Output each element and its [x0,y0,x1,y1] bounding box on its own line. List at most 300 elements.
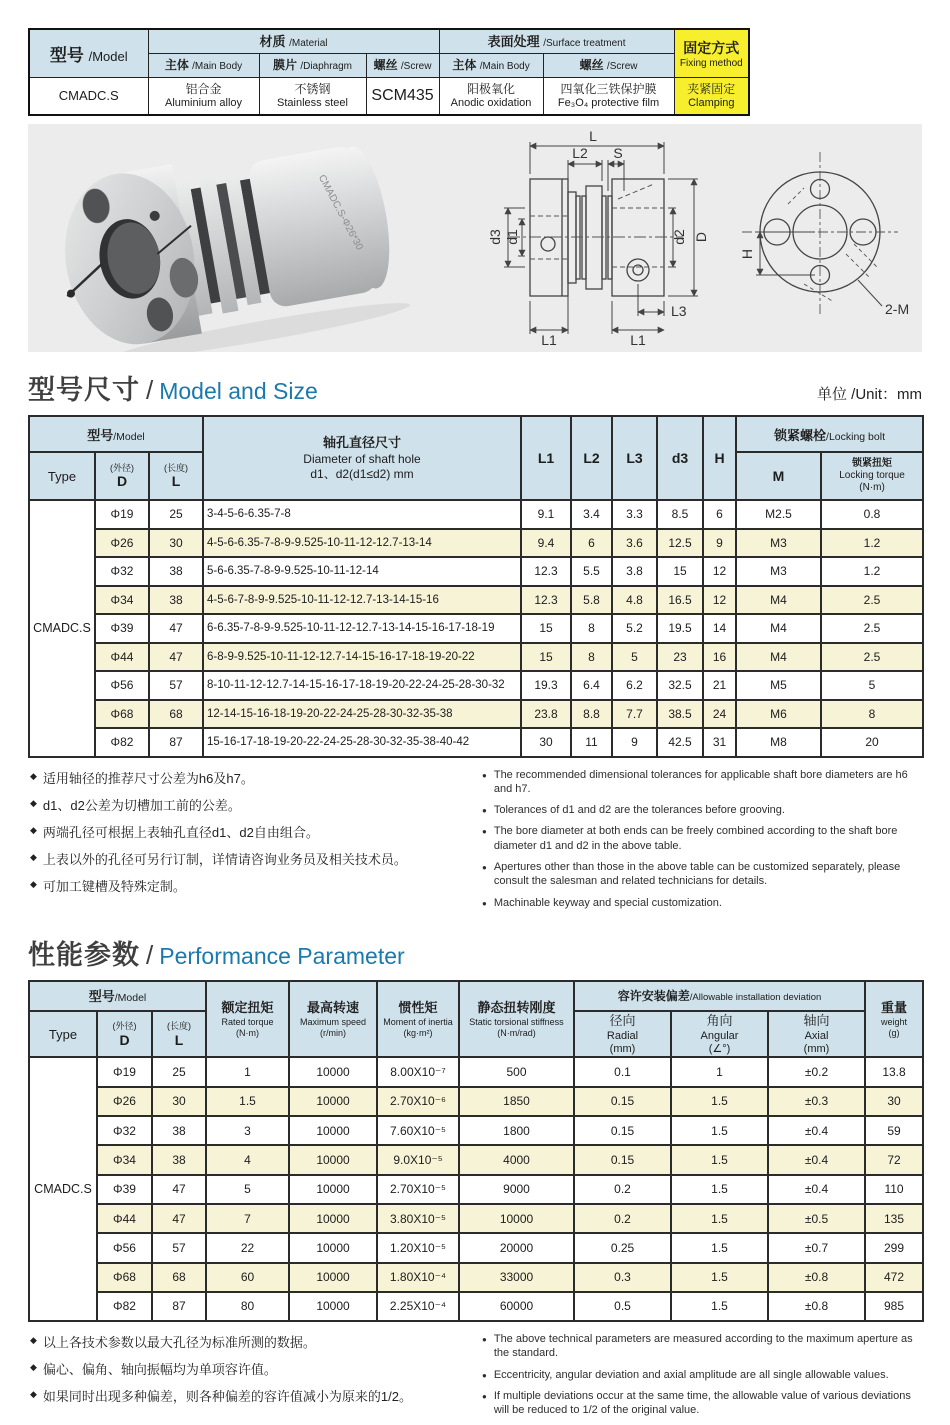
cell-holes: 4-5-6-7-8-9-9.525-10-11-12-12.7-13-14-15-16 [203,586,521,615]
dot-bullet-icon: ● [482,1335,487,1345]
cell-l1: 19.3 [521,671,571,700]
cell-l2: 5.5 [571,557,612,586]
table-row [29,643,923,672]
cell-d: Φ82 [97,1292,152,1321]
material-spec-table [28,28,750,116]
note-item: ◆ 以上各技术参数以最大孔径为标准所测的数据。 [30,1335,316,1351]
cell-angular: 1.5 [671,1263,768,1292]
cell-l: 38 [152,1116,206,1145]
cell-angular: 1.5 [671,1175,768,1204]
cell-h: 9 [703,529,736,558]
perf-header-D: (外径) D [97,1011,152,1058]
cell-axial: ±0.8 [768,1263,865,1292]
dim-H: H [739,248,755,260]
cell-l: 57 [149,671,203,700]
cell-d3: 8.5 [657,500,703,529]
cell-d: Φ68 [97,1263,152,1292]
perf-header-model: 型号/Model [29,981,206,1011]
note-item: ◆ 如果同时出现多种偏差，则各种偏差的容许值减小为原来的1/2。 [30,1389,412,1405]
cell-model: CMADC.S [29,77,148,115]
cell-h: 6 [703,500,736,529]
cell-torque: 2.5 [821,614,923,643]
cell-l: 68 [152,1263,206,1292]
perf-header-rated-torque: 额定扭矩 Rated torque (N·m) [206,981,289,1058]
cell-radial: 0.25 [574,1233,671,1262]
cell-surface-screw: 四氧化三铁保护膜 Fe₃O₄ protective film [543,77,674,115]
cell-speed: 10000 [289,1204,377,1233]
cell-weight: 30 [865,1087,923,1116]
size-header-L1: L1 [521,416,571,500]
cell-l: 47 [152,1175,206,1204]
cell-surface-main: 阳极氧化 Anodic oxidation [439,77,543,115]
perf-header-max-speed: 最高转速 Maximum speed (r/min) [289,981,377,1058]
dim-L3: L3 [671,303,687,319]
cell-d3: 16.5 [657,586,703,615]
cell-speed: 10000 [289,1233,377,1262]
dot-bullet-icon: ● [482,898,487,908]
dim-L1-right: L1 [630,332,646,348]
cell-l1: 12.3 [521,586,571,615]
cell-d: Φ19 [97,1057,152,1086]
header-screw-2: 螺丝 /Screw [543,53,674,77]
header-fixing-method: 固定方式 Fixing method [674,29,749,77]
cell-torque: 5 [206,1175,289,1204]
cell-l1: 30 [521,728,571,757]
cell-angular: 1.5 [671,1233,768,1262]
cell-d: Φ68 [95,700,149,729]
perf-header-weight: 重量 weight (g) [865,981,923,1058]
cell-l1: 12.3 [521,557,571,586]
size-title-en: Model and Size [159,378,318,404]
note-item: ● The bore diameter at both ends can be freely combined according to the shaft bore diameter d1 and d2 in the above table. [482,825,898,852]
size-header-d3: d3 [657,416,703,500]
cell-l2: 6.4 [571,671,612,700]
cell-d: Φ39 [97,1175,152,1204]
diamond-bullet-icon: ◆ [30,824,37,835]
table-row [29,557,923,586]
diamond-bullet-icon: ◆ [30,1362,37,1373]
cell-radial: 0.3 [574,1263,671,1292]
cell-torque: 1.5 [206,1087,289,1116]
table-row [29,1175,923,1204]
model-type-cell: CMADC.S [29,1057,97,1321]
cell-m: M4 [736,614,821,643]
dim-L: L [589,128,597,144]
cell-l: 25 [149,500,203,529]
perf-title-en: Performance Parameter [159,942,405,969]
dot-bullet-icon: ● [482,770,487,780]
cell-angular: 1.5 [671,1292,768,1321]
cell-h: 16 [703,643,736,672]
cell-angular: 1.5 [671,1204,768,1233]
note-item: ◆ d1、d2公差为切槽加工前的公差。 [30,797,241,813]
table-row [29,1116,923,1145]
technical-drawing [468,124,922,352]
table-row [29,529,923,558]
cell-radial: 0.2 [574,1204,671,1233]
header-model: 型号 /Model [29,29,148,77]
diamond-bullet-icon: ◆ [30,797,37,808]
cell-l3: 3.8 [612,557,657,586]
cell-l3: 9 [612,728,657,757]
cell-weight: 72 [865,1145,923,1174]
table-row [29,1292,923,1321]
cell-d: Φ19 [95,500,149,529]
cell-d: Φ44 [97,1204,152,1233]
dot-bullet-icon: ● [482,827,487,837]
cell-stiff: 9000 [459,1175,574,1204]
dot-bullet-icon: ● [482,862,487,872]
performance-table [28,980,924,1322]
cell-speed: 10000 [289,1263,377,1292]
header-screw-1: 螺丝 /Screw [366,53,439,77]
dim-S: S [613,145,623,161]
cell-radial: 0.15 [574,1087,671,1116]
cell-axial: ±0.5 [768,1204,865,1233]
cell-stiff: 60000 [459,1292,574,1321]
cell-diaphragm: 不锈钢 Stainless steel [259,77,366,115]
note-item: ● The recommended dimensional tolerances for applicable shaft bore diameters are h6 and h7. [482,768,908,795]
cell-torque: 2.5 [821,643,923,672]
cell-weight: 299 [865,1233,923,1262]
cell-l1: 15 [521,614,571,643]
diamond-bullet-icon: ◆ [30,770,37,781]
cell-m: M5 [736,671,821,700]
cell-holes: 6-8-9-9.525-10-11-12-12.7-14-15-16-17-18-19-20-22 [203,643,521,672]
size-header-L: (长度) L [149,452,203,500]
header-main-body-2: 主体 /Main Body [439,53,543,77]
table-row [29,1233,923,1262]
cell-torque: 80 [206,1292,289,1321]
cell-d: Φ56 [95,671,149,700]
cell-stiff: 20000 [459,1233,574,1262]
cell-l: 47 [149,614,203,643]
cell-weight: 135 [865,1204,923,1233]
note-item: ◆ 上表以外的孔径可另行订制，详情请咨询业务员及相关技术员。 [30,851,407,867]
cell-speed: 10000 [289,1116,377,1145]
dot-bullet-icon: ● [482,806,487,816]
size-header-type: Type [29,452,95,500]
cell-d: Φ39 [95,614,149,643]
performance-notes [28,1332,922,1424]
cell-holes: 4-5-6-6.35-7-8-9-9.525-10-11-12-12.7-13-14 [203,529,521,558]
header-surface-treatment: 表面处理 /Surface treatment [439,29,674,53]
cell-l3: 7.7 [612,700,657,729]
cell-h: 31 [703,728,736,757]
cell-weight: 13.8 [865,1057,923,1086]
cell-inertia: 2.25X10⁻⁴ [377,1292,459,1321]
cell-axial: ±0.4 [768,1175,865,1204]
diamond-bullet-icon: ◆ [30,851,37,862]
cell-speed: 10000 [289,1057,377,1086]
cell-angular: 1.5 [671,1116,768,1145]
cell-torque: 1.2 [821,529,923,558]
dim-d2: d2 [671,229,687,245]
cell-l: 38 [149,557,203,586]
cell-radial: 0.15 [574,1145,671,1174]
product-marking: CMADC.S-Φ26*30 [315,173,365,253]
cell-holes: 6-6.35-7-8-9-9.525-10-11-12-12.7-13-14-15-16-17-18-19 [203,614,521,643]
dim-d3: d3 [487,229,503,245]
note-item: ◆ 可加工键槽及特殊定制。 [30,878,186,894]
cell-l1: 9.4 [521,529,571,558]
cell-torque: 20 [821,728,923,757]
cell-screw: SCM435 [366,77,439,115]
cell-d: Φ26 [97,1087,152,1116]
performance-section-title: 性能参数 / Performance Parameter [28,933,922,972]
image-band [28,124,922,352]
cell-angular: 1 [671,1057,768,1086]
cell-inertia: 3.80X10⁻⁵ [377,1204,459,1233]
cell-torque: 0.8 [821,500,923,529]
header-diaphragm: 膜片 /Diaphragm [259,53,366,77]
cell-axial: ±0.7 [768,1233,865,1262]
perf-header-angular: 角向 Angular (∠°) [671,1011,768,1058]
cell-holes: 15-16-17-18-19-20-22-24-25-28-30-32-35-38-40-42 [203,728,521,757]
cell-inertia: 7.60X10⁻⁵ [377,1116,459,1145]
cell-h: 14 [703,614,736,643]
dim-L1-left: L1 [541,332,557,348]
cell-h: 24 [703,700,736,729]
perf-notes-zh [28,1332,480,1424]
cell-d3: 12.5 [657,529,703,558]
perf-header-L: (长度) L [152,1011,206,1058]
cell-h: 12 [703,557,736,586]
note-item: ◆ 两端孔径可根据上表轴孔直径d1、d2自由组合。 [30,824,319,840]
cell-l3: 4.8 [612,586,657,615]
note-item: ● If multiple deviations occur at the same time, the allowable value of various deviations will be reduced to 1/2 of the original value. [482,1390,911,1417]
unit-label: 单位 /Unit：mm [816,386,922,403]
cell-l2: 6 [571,529,612,558]
cell-l: 38 [149,586,203,615]
dim-L2: L2 [572,145,588,161]
cell-m: M6 [736,700,821,729]
size-notes-en [480,768,922,917]
cell-holes: 5-6-6.35-7-8-9-9.525-10-11-12-14 [203,557,521,586]
table-row [29,586,923,615]
cell-axial: ±0.4 [768,1145,865,1174]
cell-d3: 15 [657,557,703,586]
product-photo [28,124,468,352]
size-section-title: 型号尺寸 / Model and Size 单位 /Unit：mm [28,368,922,407]
cell-inertia: 1.20X10⁻⁵ [377,1233,459,1262]
cell-fixing: 夹紧固定 Clamping [674,77,749,115]
cell-radial: 0.1 [574,1057,671,1086]
cell-speed: 10000 [289,1292,377,1321]
cell-axial: ±0.4 [768,1116,865,1145]
cell-torque: 1 [206,1057,289,1086]
cell-torque: 5 [821,671,923,700]
cell-m: M4 [736,586,821,615]
size-header-model: 型号/Model [29,416,203,452]
cell-m: M8 [736,728,821,757]
material-row [29,77,749,115]
cell-d3: 32.5 [657,671,703,700]
perf-header-type: Type [29,1011,97,1058]
size-title-zh: 型号尺寸 [28,375,140,405]
dim-d1: d1 [504,229,520,245]
cell-d: Φ34 [97,1145,152,1174]
cell-torque: 1.2 [821,557,923,586]
cell-d3: 42.5 [657,728,703,757]
cell-l: 30 [149,529,203,558]
cell-holes: 8-10-11-12-12.7-14-15-16-17-18-19-20-22-24-25-28-30-32 [203,671,521,700]
cell-l3: 3.6 [612,529,657,558]
cell-d3: 23 [657,643,703,672]
cell-torque: 3 [206,1116,289,1145]
table-row [29,728,923,757]
cell-main-body: 铝合金 Aluminium alloy [148,77,259,115]
cell-weight: 472 [865,1263,923,1292]
table-row [29,1087,923,1116]
cell-axial: ±0.2 [768,1057,865,1086]
cell-l: 38 [152,1145,206,1174]
cell-radial: 0.2 [574,1175,671,1204]
note-item: ◆ 偏心、偏角、轴向振幅均为单项容许值。 [30,1362,277,1378]
cell-l: 47 [149,643,203,672]
cell-h: 21 [703,671,736,700]
cell-d: Φ44 [95,643,149,672]
size-header-locking-torque: 锁紧扭矩 Locking torque (N·m) [821,452,923,500]
cell-speed: 10000 [289,1175,377,1204]
cell-weight: 985 [865,1292,923,1321]
cell-l2: 5.8 [571,586,612,615]
cell-weight: 59 [865,1116,923,1145]
cell-l: 68 [149,700,203,729]
table-row [29,1204,923,1233]
cell-radial: 0.15 [574,1116,671,1145]
cell-inertia: 9.0X10⁻⁵ [377,1145,459,1174]
cell-torque: 7 [206,1204,289,1233]
diamond-bullet-icon: ◆ [30,1389,37,1400]
cell-angular: 1.5 [671,1145,768,1174]
cell-h: 12 [703,586,736,615]
cell-axial: ±0.3 [768,1087,865,1116]
cell-m: M3 [736,529,821,558]
size-notes-zh [28,768,480,917]
cell-m: M2.5 [736,500,821,529]
cell-m: M3 [736,557,821,586]
cell-angular: 1.5 [671,1087,768,1116]
cell-torque: 60 [206,1263,289,1292]
cell-l1: 15 [521,643,571,672]
cell-l3: 5.2 [612,614,657,643]
dim-2M: 2-M [885,301,910,317]
table-row [29,671,923,700]
cell-d: Φ32 [97,1116,152,1145]
cell-torque: 22 [206,1233,289,1262]
cell-d: Φ56 [97,1233,152,1262]
note-item: ● Eccentricity, angular deviation and axial amplitude are all single allowable values. [482,1368,889,1381]
diamond-bullet-icon: ◆ [30,878,37,889]
size-header-L2: L2 [571,416,612,500]
cell-m: M4 [736,643,821,672]
cell-l2: 8 [571,614,612,643]
cell-inertia: 2.70X10⁻⁶ [377,1087,459,1116]
note-item: ● Tolerances of d1 and d2 are the tolerances before grooving. [482,804,785,817]
cell-l1: 9.1 [521,500,571,529]
cell-d: Φ32 [95,557,149,586]
size-header-M: M [736,452,821,500]
perf-header-inertia: 惯性矩 Moment of inertia (kg·m²) [377,981,459,1058]
cell-d: Φ34 [95,586,149,615]
cell-l2: 3.4 [571,500,612,529]
cell-l2: 8.8 [571,700,612,729]
cell-stiff: 10000 [459,1204,574,1233]
cell-torque: 4 [206,1145,289,1174]
note-item: ● The above technical parameters are measured according to the maximum aperture as the standard. [482,1333,913,1360]
cell-d3: 38.5 [657,700,703,729]
cell-inertia: 1.80X10⁻⁴ [377,1263,459,1292]
cell-l: 47 [152,1204,206,1233]
cell-torque: 8 [821,700,923,729]
table-row [29,1263,923,1292]
cell-l: 25 [152,1057,206,1086]
cell-l3: 5 [612,643,657,672]
cell-stiff: 1850 [459,1087,574,1116]
cell-speed: 10000 [289,1145,377,1174]
cell-l3: 3.3 [612,500,657,529]
cell-l: 87 [152,1292,206,1321]
cell-holes: 12-14-15-16-18-19-20-22-24-25-28-30-32-35-38 [203,700,521,729]
model-type-cell: CMADC.S [29,500,95,757]
cell-d3: 19.5 [657,614,703,643]
table-row [29,700,923,729]
dot-bullet-icon: ● [482,1392,487,1401]
size-notes [28,768,922,917]
perf-header-radial: 径向 Radial (mm) [574,1011,671,1058]
cell-d: Φ26 [95,529,149,558]
cell-weight: 110 [865,1175,923,1204]
size-header-L3: L3 [612,416,657,500]
header-material: 材质 /Material [148,29,439,53]
size-header-shaft-hole: 轴孔直径尺寸 Diameter of shaft hole d1、d2(d1≤d2) mm [203,416,521,500]
cell-radial: 0.5 [574,1292,671,1321]
table-row [29,614,923,643]
cell-l: 87 [149,728,203,757]
cell-l3: 6.2 [612,671,657,700]
cell-torque: 2.5 [821,586,923,615]
note-item: ● Apertures other than those in the above table can be customized separately, please consult the salesman and related technicians for details. [482,860,901,888]
table-row [29,500,923,529]
cell-holes: 3-4-5-6-6.35-7-8 [203,500,521,529]
cell-l: 30 [152,1087,206,1116]
cell-stiff: 500 [459,1057,574,1086]
note-item: ◆ 适用轴径的推荐尺寸公差为h6及h7。 [30,770,254,786]
perf-title-zh: 性能参数 [28,939,140,970]
dim-D: D [693,231,709,243]
cell-axial: ±0.8 [768,1292,865,1321]
cell-inertia: 8.00X10⁻⁷ [377,1057,459,1086]
table-row [29,1057,923,1086]
perf-header-deviation: 容许安装偏差/Allowable installation deviation [574,981,865,1011]
cell-speed: 10000 [289,1087,377,1116]
size-header-D: (外径) D [95,452,149,500]
diamond-bullet-icon: ◆ [30,1335,37,1346]
perf-notes-en [480,1332,922,1424]
cell-stiff: 4000 [459,1145,574,1174]
header-main-body-1: 主体 /Main Body [148,53,259,77]
cell-stiff: 33000 [459,1263,574,1292]
size-table [28,415,924,758]
cell-d: Φ82 [95,728,149,757]
size-header-H: H [703,416,736,500]
perf-header-axial: 轴向 Axial (mm) [768,1011,865,1058]
size-header-locking-bolt: 锁紧螺栓/Locking bolt [736,416,923,452]
dot-bullet-icon: ● [482,1370,487,1380]
cell-l1: 23.8 [521,700,571,729]
perf-header-stiffness: 静态扭转刚度 Static torsional stiffness (N·m/rad) [459,981,574,1058]
